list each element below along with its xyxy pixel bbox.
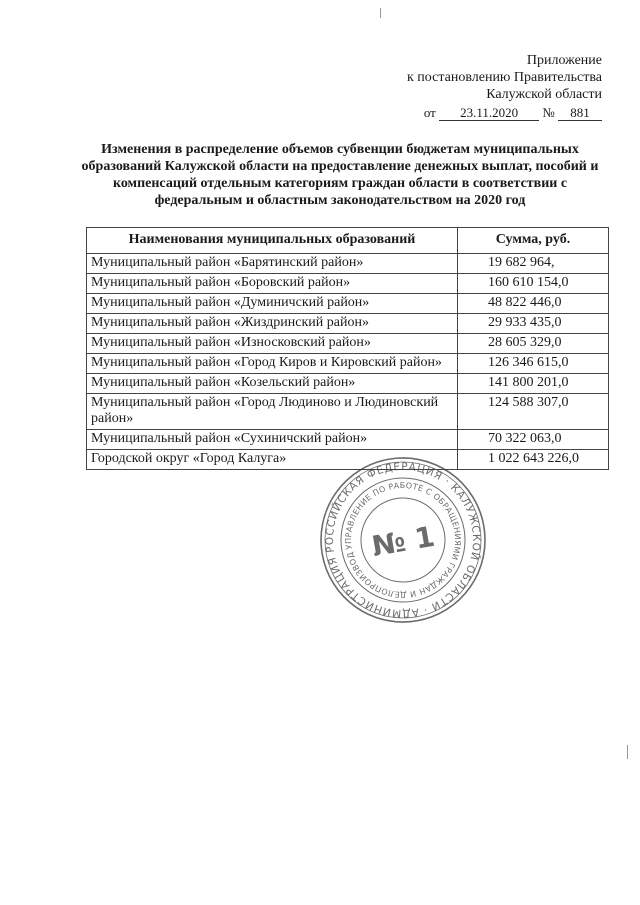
municipality-name: Муниципальный район «Козельский район» [87, 374, 458, 394]
municipality-name: Муниципальный район «Сухиничский район» [87, 430, 458, 450]
municipality-sum: 28 605 329,0 [458, 334, 609, 354]
municipality-name: Городской округ «Город Калуга» [87, 450, 458, 470]
seal-center-number: № 1 [369, 519, 438, 564]
official-seal [305, 442, 502, 639]
subvention-table [86, 227, 609, 470]
date-number-line [407, 104, 602, 121]
table-row [87, 274, 609, 294]
table-row [87, 314, 609, 334]
resolution-date: 23.11.2020 [439, 106, 539, 121]
municipality-name: Муниципальный район «Боровский район» [87, 274, 458, 294]
table-row [87, 254, 609, 274]
municipality-sum: 29 933 435,0 [458, 314, 609, 334]
seal-inner-text: УПРАВЛЕНИЕ ПО РАБОТЕ С ОБРАЩЕНИЯМИ ГРАЖДАН И ДЕЛОПРОИЗВОДСТВА [304, 463, 463, 600]
municipality-name: Муниципальный район «Город Людиново и Людиновский район» [87, 394, 458, 430]
table-row [87, 394, 609, 430]
municipality-sum: 124 588 307,0 [458, 394, 609, 430]
resolution-number: 881 [558, 106, 602, 121]
region-name: Калужской области [486, 87, 602, 102]
municipality-name: Муниципальный район «Город Киров и Кировский район» [87, 354, 458, 374]
table-row [87, 354, 609, 374]
number-prefix: № [542, 105, 555, 120]
column-header-name: Наименования муниципальных образований [87, 228, 458, 254]
appendix-label: Приложение [526, 53, 602, 68]
municipality-sum: 141 800 201,0 [458, 374, 609, 394]
municipality-sum: 126 346 615,0 [458, 354, 609, 374]
municipality-sum: 70 322 063,0 [458, 430, 609, 450]
municipality-sum: 48 822 446,0 [458, 294, 609, 314]
column-header-sum: Сумма, руб. [458, 228, 609, 254]
table-row [87, 294, 609, 314]
seal-graphic [305, 442, 502, 639]
document-title: Изменения в распределение объемов субвенции бюджетам муниципальных образований Калужской области на предоставление денежных выплат, пособий и компенсаций отдельным категориям граждан области в соответствии с федеральным и областным законодательством на 2020 год [81, 142, 599, 208]
date-prefix: от [423, 105, 436, 120]
municipality-sum: 160 610 154,0 [458, 274, 609, 294]
seal-outer-text: РОССИЙСКАЯ ФЕДЕРАЦИЯ · КАЛУЖСКОЙ ОБЛАСТИ · АДМИНИСТРАЦИЯ ГУБЕРНАТОРА · [304, 460, 483, 620]
municipality-name: Муниципальный район «Износковский район» [87, 334, 458, 354]
scan-mark [627, 745, 628, 759]
appendix-header [407, 52, 602, 121]
table-row [87, 430, 609, 450]
municipality-name: Муниципальный район «Думиничский район» [87, 294, 458, 314]
table-row [87, 374, 609, 394]
municipality-name: Муниципальный район «Жиздринский район» [87, 314, 458, 334]
table-row [87, 334, 609, 354]
municipality-sum: 1 022 643 226,0 [458, 450, 609, 470]
resolution-reference: к постановлению Правительства [406, 70, 602, 85]
municipality-name: Муниципальный район «Барятинский район» [87, 254, 458, 274]
table-header-row [87, 228, 609, 254]
municipality-sum: 19 682 964, [458, 254, 609, 274]
scan-mark [380, 8, 381, 18]
